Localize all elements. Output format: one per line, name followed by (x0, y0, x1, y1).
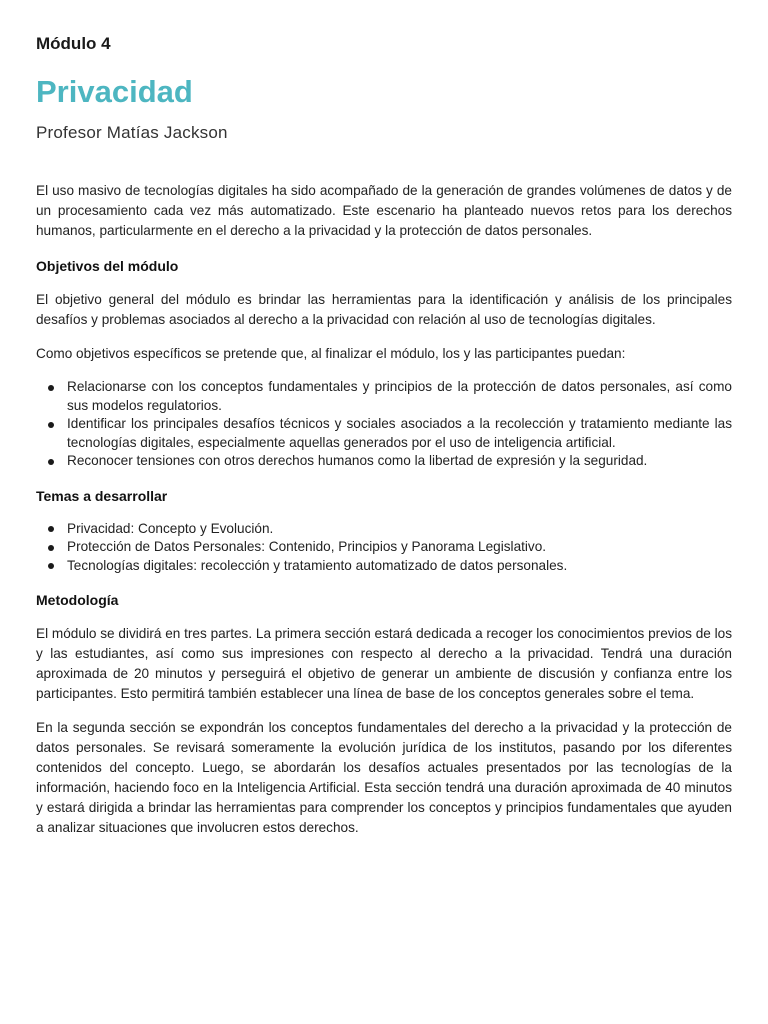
objectives-heading: Objetivos del módulo (36, 258, 179, 274)
list-item (36, 452, 732, 471)
intro-paragraph: El uso masivo de tecnologías digitales ha sido acompañado de la generación de grandes volúmenes de datos y de un procesamiento cada vez más automatizado. Este escenario ha planteado nuevos retos para los derechos humanos, particularmente en el derecho a la privacidad y la protección de datos personales. (36, 183, 732, 238)
bullet-icon (48, 422, 54, 428)
intro-section (36, 181, 732, 241)
list-item-text: Identificar los principales desafíos técnicos y sociales asociados a la recolección y tratamiento mediante las tecnologías digitales, especialmente aquellas generados por el uso de inteligencia artificial. (67, 416, 732, 450)
page-title: Privacidad (36, 74, 193, 109)
module-label: Módulo 4 (36, 34, 111, 53)
list-item-text: Protección de Datos Personales: Contenido, Principios y Panorama Legislativo. (67, 539, 547, 554)
list-item (36, 557, 732, 576)
list-item (36, 415, 732, 452)
list-item-text: Reconocer tensiones con otros derechos humanos como la libertad de expresión y la seguridad. (67, 453, 648, 468)
list-item (36, 520, 732, 539)
list-item-text: Relacionarse con los conceptos fundamentales y principios de la protección de datos personales, así como sus modelos regulatorios. (67, 379, 732, 413)
objectives-specific-intro: Como objetivos específicos se pretende que, al finalizar el módulo, los y las participantes puedan: (36, 346, 626, 361)
bullet-icon (48, 563, 54, 569)
bullet-icon (48, 459, 54, 465)
objectives-list (36, 378, 732, 471)
methodology-paragraph-1: El módulo se dividirá en tres partes. La primera sección estará dedicada a recoger los conocimientos previos de los y las estudiantes, así como sus impresiones con respecto al derecho a la privacidad. Tendrá una duración aproximada de 20 minutos y perseguirá el objetivo de generar un ambiente de discusión y confianza entre los participantes. Esto permitirá también establecer una línea de base de los conceptos generales sobre el tema. (36, 626, 732, 701)
topics-list (36, 520, 732, 576)
list-item (36, 538, 732, 557)
bullet-icon (48, 526, 54, 532)
methodology-paragraph-2: En la segunda sección se expondrán los conceptos fundamentales del derecho a la privacidad y la protección de datos personales. Se revisará someramente la evolución jurídica de los institutos, pasando por los diferentes contenidos del concepto. Luego, se abordarán los desafíos actuales presentados por las tecnologías de la información, haciendo foco en la Inteligencia Artificial. Esta sección tendrá una duración aproximada de 40 minutos y estará dirigida a brindar las herramientas para comprender los conceptos y principios fundamentales que ayuden a analizar situaciones que involucren estos derechos. (36, 720, 732, 835)
topics-heading: Temas a desarrollar (36, 487, 168, 504)
bullet-icon (48, 545, 54, 551)
author-name: Profesor Matías Jackson (36, 123, 228, 142)
methodology-heading: Metodología (36, 592, 119, 608)
list-item-text: Privacidad: Concepto y Evolución. (67, 520, 274, 536)
list-item-text: Tecnologías digitales: recolección y tratamiento automatizado de datos personales. (67, 557, 568, 573)
list-item (36, 378, 732, 415)
objectives-general-paragraph: El objetivo general del módulo es brindar las herramientas para la identificación y análisis de los principales desafíos y problemas asociados al derecho a la privacidad con relación al uso de tecnologías digitales. (36, 292, 732, 327)
bullet-icon (48, 385, 54, 391)
